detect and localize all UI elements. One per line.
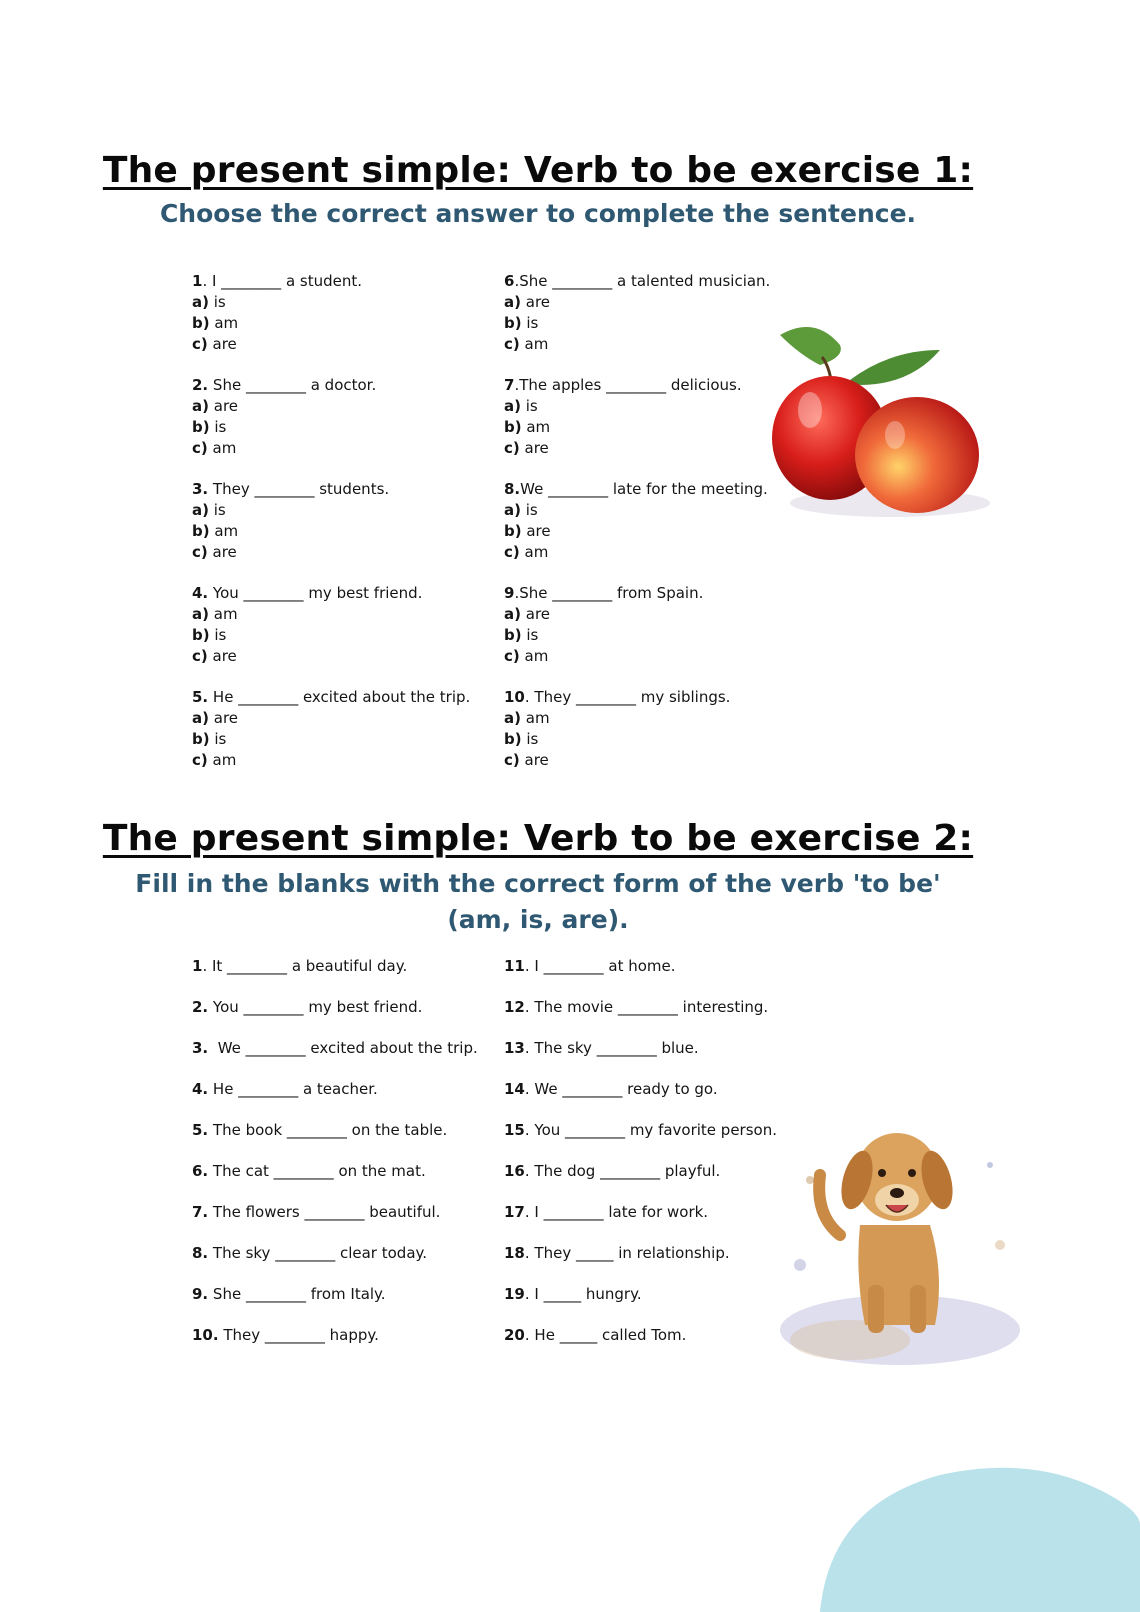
option-letter: b) bbox=[192, 730, 210, 748]
item-number: 12 bbox=[504, 998, 525, 1016]
answer-option bbox=[504, 708, 794, 729]
option-text: is bbox=[209, 626, 227, 644]
item-number: 1 bbox=[192, 957, 203, 975]
question-sentence: She ________ a doctor. bbox=[212, 376, 377, 394]
item-separator: . bbox=[524, 1080, 535, 1098]
fill-in-item bbox=[504, 956, 794, 977]
option-letter: a) bbox=[504, 397, 521, 415]
option-letter: b) bbox=[192, 522, 210, 540]
question-sentence: She ________ a talented musician. bbox=[519, 272, 771, 290]
question-number: 5. bbox=[192, 688, 209, 706]
item-separator: . bbox=[524, 1285, 535, 1303]
option-letter: c) bbox=[192, 439, 208, 457]
question-separator: . bbox=[524, 688, 535, 706]
question-text bbox=[192, 687, 492, 708]
item-sentence: I ________ late for work. bbox=[534, 1203, 709, 1221]
item-number: 16 bbox=[504, 1162, 525, 1180]
exercise1-column-left bbox=[192, 271, 492, 771]
item-number: 9. bbox=[192, 1285, 209, 1303]
fill-in-item bbox=[192, 1243, 492, 1264]
question-number: 9 bbox=[504, 584, 515, 602]
item-number: 3. bbox=[192, 1039, 209, 1057]
option-text: are bbox=[519, 439, 549, 457]
question-separator: . bbox=[514, 376, 520, 394]
item-separator: . bbox=[524, 1326, 535, 1344]
item-number: 5. bbox=[192, 1121, 209, 1139]
exercise2-instruction-line1: Fill in the blanks with the correct form of the verb 'to be' bbox=[135, 869, 941, 898]
item-sentence: They _____ in relationship. bbox=[534, 1244, 730, 1262]
question-separator: . bbox=[202, 272, 212, 290]
item-number: 4. bbox=[192, 1080, 209, 1098]
item-sentence: I _____ hungry. bbox=[534, 1285, 642, 1303]
fill-in-item bbox=[504, 1120, 794, 1141]
option-letter: c) bbox=[192, 335, 208, 353]
question-number: 7 bbox=[504, 376, 515, 394]
question-sentence: She ________ from Spain. bbox=[519, 584, 704, 602]
fill-in-item bbox=[504, 1284, 794, 1305]
answer-option bbox=[504, 750, 794, 771]
item-sentence: The flowers ________ beautiful. bbox=[212, 1203, 441, 1221]
item-number: 10. bbox=[192, 1326, 219, 1344]
option-text: is bbox=[209, 730, 227, 748]
option-text: am bbox=[521, 418, 551, 436]
option-letter: a) bbox=[192, 293, 209, 311]
question-text bbox=[504, 687, 794, 708]
question-text bbox=[192, 583, 492, 604]
fill-in-item bbox=[192, 1120, 492, 1141]
question-sentence: The apples ________ delicious. bbox=[519, 376, 742, 394]
option-letter: c) bbox=[504, 751, 520, 769]
item-separator: . bbox=[202, 957, 212, 975]
question-number: 2. bbox=[192, 376, 209, 394]
option-letter: c) bbox=[192, 543, 208, 561]
option-text: are bbox=[208, 709, 239, 727]
option-letter: c) bbox=[192, 751, 208, 769]
dog-illustration bbox=[760, 1105, 1060, 1385]
option-letter: c) bbox=[504, 647, 520, 665]
option-text: am bbox=[207, 751, 237, 769]
option-letter: c) bbox=[504, 543, 520, 561]
option-text: are bbox=[207, 335, 237, 353]
item-sentence: He ________ a teacher. bbox=[212, 1080, 378, 1098]
answer-option bbox=[192, 625, 492, 646]
question-text bbox=[192, 375, 492, 396]
option-text: am bbox=[208, 605, 238, 623]
question-block bbox=[504, 375, 794, 459]
fill-in-item bbox=[192, 956, 492, 977]
answer-option bbox=[192, 646, 492, 667]
question-block bbox=[192, 583, 492, 667]
answer-option bbox=[192, 542, 492, 563]
question-text bbox=[504, 375, 794, 396]
item-separator: . bbox=[524, 1162, 535, 1180]
exercise1-column-right bbox=[504, 271, 794, 771]
option-text: am bbox=[519, 543, 549, 561]
question-sentence: He ________ excited about the trip. bbox=[212, 688, 471, 706]
item-separator: . bbox=[524, 1039, 535, 1057]
item-sentence: I ________ at home. bbox=[534, 957, 676, 975]
option-text: is bbox=[521, 730, 539, 748]
option-letter: b) bbox=[192, 626, 210, 644]
question-sentence: You ________ my best friend. bbox=[212, 584, 423, 602]
option-letter: a) bbox=[504, 709, 521, 727]
answer-option bbox=[192, 396, 492, 417]
question-sentence: We ________ late for the meeting. bbox=[520, 480, 768, 498]
question-sentence: They ________ students. bbox=[212, 480, 390, 498]
fill-in-item bbox=[504, 1202, 794, 1223]
question-sentence: I ________ a student. bbox=[211, 272, 363, 290]
answer-option bbox=[192, 604, 492, 625]
answer-option bbox=[504, 604, 794, 625]
fill-in-item bbox=[504, 1325, 794, 1346]
option-text: am bbox=[209, 314, 239, 332]
exercise1-title: The present simple: Verb to be exercise 1: bbox=[102, 150, 974, 191]
answer-option bbox=[192, 313, 492, 334]
item-sentence: The movie ________ interesting. bbox=[534, 998, 769, 1016]
question-text bbox=[504, 271, 794, 292]
fill-in-item bbox=[504, 1243, 794, 1264]
option-text: is bbox=[520, 397, 538, 415]
apples-illustration bbox=[760, 295, 1010, 550]
answer-option bbox=[504, 646, 794, 667]
item-sentence: The sky ________ blue. bbox=[534, 1039, 699, 1057]
option-text: are bbox=[521, 522, 551, 540]
item-separator: . bbox=[524, 1203, 535, 1221]
answer-option bbox=[192, 521, 492, 542]
question-block bbox=[192, 271, 492, 355]
option-letter: b) bbox=[192, 314, 210, 332]
option-letter: a) bbox=[192, 397, 209, 415]
answer-option bbox=[504, 417, 794, 438]
answer-option bbox=[192, 729, 492, 750]
item-number: 11 bbox=[504, 957, 525, 975]
item-number: 17 bbox=[504, 1203, 525, 1221]
item-number: 7. bbox=[192, 1203, 209, 1221]
question-block bbox=[504, 479, 794, 563]
item-number: 14 bbox=[504, 1080, 525, 1098]
answer-option bbox=[504, 292, 794, 313]
answer-option bbox=[504, 625, 794, 646]
answer-option bbox=[192, 292, 492, 313]
option-text: is bbox=[209, 418, 227, 436]
answer-option bbox=[504, 521, 794, 542]
item-sentence: The sky ________ clear today. bbox=[212, 1244, 428, 1262]
option-text: are bbox=[208, 397, 239, 415]
item-sentence: You ________ my best friend. bbox=[212, 998, 423, 1016]
option-text: are bbox=[520, 605, 551, 623]
option-letter: a) bbox=[192, 709, 209, 727]
question-text bbox=[504, 479, 794, 500]
item-number: 19 bbox=[504, 1285, 525, 1303]
item-sentence: We ________ ready to go. bbox=[534, 1080, 718, 1098]
option-text: are bbox=[207, 647, 237, 665]
item-sentence: It ________ a beautiful day. bbox=[211, 957, 408, 975]
fill-in-item bbox=[504, 1079, 794, 1100]
question-number: 1 bbox=[192, 272, 203, 290]
fill-in-item bbox=[192, 1284, 492, 1305]
option-text: is bbox=[208, 293, 226, 311]
option-text: am bbox=[209, 522, 239, 540]
question-text bbox=[192, 479, 492, 500]
answer-option bbox=[504, 500, 794, 521]
option-letter: a) bbox=[504, 293, 521, 311]
answer-option bbox=[192, 438, 492, 459]
option-letter: c) bbox=[504, 335, 520, 353]
question-number: 3. bbox=[192, 480, 209, 498]
answer-option bbox=[192, 500, 492, 521]
item-number: 2. bbox=[192, 998, 209, 1016]
item-separator: . bbox=[524, 957, 535, 975]
question-block bbox=[192, 375, 492, 459]
item-number: 18 bbox=[504, 1244, 525, 1262]
item-number: 13 bbox=[504, 1039, 525, 1057]
option-letter: a) bbox=[504, 605, 521, 623]
option-letter: b) bbox=[504, 522, 522, 540]
option-text: is bbox=[208, 501, 226, 519]
option-text: is bbox=[521, 314, 539, 332]
question-number: 4. bbox=[192, 584, 209, 602]
question-sentence: They ________ my siblings. bbox=[534, 688, 731, 706]
watercolor-blob-decoration bbox=[820, 1465, 1140, 1612]
fill-in-item bbox=[192, 1325, 492, 1346]
fill-in-item bbox=[504, 997, 794, 1018]
answer-option bbox=[192, 708, 492, 729]
item-number: 20 bbox=[504, 1326, 525, 1344]
option-text: am bbox=[519, 647, 549, 665]
fill-in-item bbox=[192, 997, 492, 1018]
question-text bbox=[192, 271, 492, 292]
fill-in-item bbox=[192, 1079, 492, 1100]
item-sentence: The cat ________ on the mat. bbox=[212, 1162, 426, 1180]
option-text: are bbox=[207, 543, 237, 561]
fill-in-item bbox=[192, 1202, 492, 1223]
item-sentence: We ________ excited about the trip. bbox=[217, 1039, 478, 1057]
option-letter: b) bbox=[504, 314, 522, 332]
question-separator: . bbox=[514, 272, 520, 290]
item-separator: . bbox=[524, 1121, 535, 1139]
fill-in-item bbox=[192, 1161, 492, 1182]
option-text: are bbox=[520, 293, 551, 311]
item-separator: . bbox=[524, 1244, 535, 1262]
exercise1-instruction: Choose the correct answer to complete the sentence. bbox=[159, 199, 917, 228]
item-number: 15 bbox=[504, 1121, 525, 1139]
option-letter: b) bbox=[504, 626, 522, 644]
exercise2-column-right bbox=[504, 956, 794, 1366]
answer-option bbox=[504, 542, 794, 563]
option-letter: a) bbox=[192, 605, 209, 623]
option-text: am bbox=[520, 709, 550, 727]
answer-option bbox=[504, 396, 794, 417]
option-letter: c) bbox=[192, 647, 208, 665]
item-number: 6. bbox=[192, 1162, 209, 1180]
fill-in-item bbox=[504, 1038, 794, 1059]
option-text: is bbox=[520, 501, 538, 519]
question-text bbox=[504, 583, 794, 604]
item-separator bbox=[208, 1039, 218, 1057]
option-text: is bbox=[521, 626, 539, 644]
item-separator: . bbox=[524, 998, 535, 1016]
option-text: are bbox=[519, 751, 549, 769]
option-text: am bbox=[519, 335, 549, 353]
answer-option bbox=[504, 313, 794, 334]
item-sentence: They ________ happy. bbox=[223, 1326, 379, 1344]
option-letter: b) bbox=[504, 730, 522, 748]
answer-option bbox=[192, 750, 492, 771]
answer-option bbox=[192, 417, 492, 438]
exercise2-instruction-line2: (am, is, are). bbox=[447, 905, 629, 934]
option-letter: b) bbox=[504, 418, 522, 436]
answer-option bbox=[192, 334, 492, 355]
question-block bbox=[504, 583, 794, 667]
option-letter: b) bbox=[192, 418, 210, 436]
item-sentence: You ________ my favorite person. bbox=[534, 1121, 777, 1139]
question-separator: . bbox=[514, 584, 520, 602]
item-sentence: He _____ called Tom. bbox=[534, 1326, 687, 1344]
fill-in-item bbox=[192, 1038, 492, 1059]
question-block bbox=[504, 687, 794, 771]
item-sentence: The dog ________ playful. bbox=[534, 1162, 721, 1180]
option-letter: a) bbox=[504, 501, 521, 519]
question-block bbox=[192, 687, 492, 771]
exercise2-title: The present simple: Verb to be exercise 2: bbox=[102, 818, 974, 859]
answer-option bbox=[504, 438, 794, 459]
question-number: 6 bbox=[504, 272, 515, 290]
question-number: 8. bbox=[504, 480, 521, 498]
item-sentence: She ________ from Italy. bbox=[212, 1285, 386, 1303]
item-number: 8. bbox=[192, 1244, 209, 1262]
question-block bbox=[192, 479, 492, 563]
question-number: 10 bbox=[504, 688, 525, 706]
fill-in-item bbox=[504, 1161, 794, 1182]
option-text: am bbox=[207, 439, 237, 457]
answer-option bbox=[504, 334, 794, 355]
item-sentence: The book ________ on the table. bbox=[212, 1121, 448, 1139]
option-letter: a) bbox=[192, 501, 209, 519]
answer-option bbox=[504, 729, 794, 750]
exercise2-column-left bbox=[192, 956, 492, 1366]
option-letter: c) bbox=[504, 439, 520, 457]
question-block bbox=[504, 271, 794, 355]
